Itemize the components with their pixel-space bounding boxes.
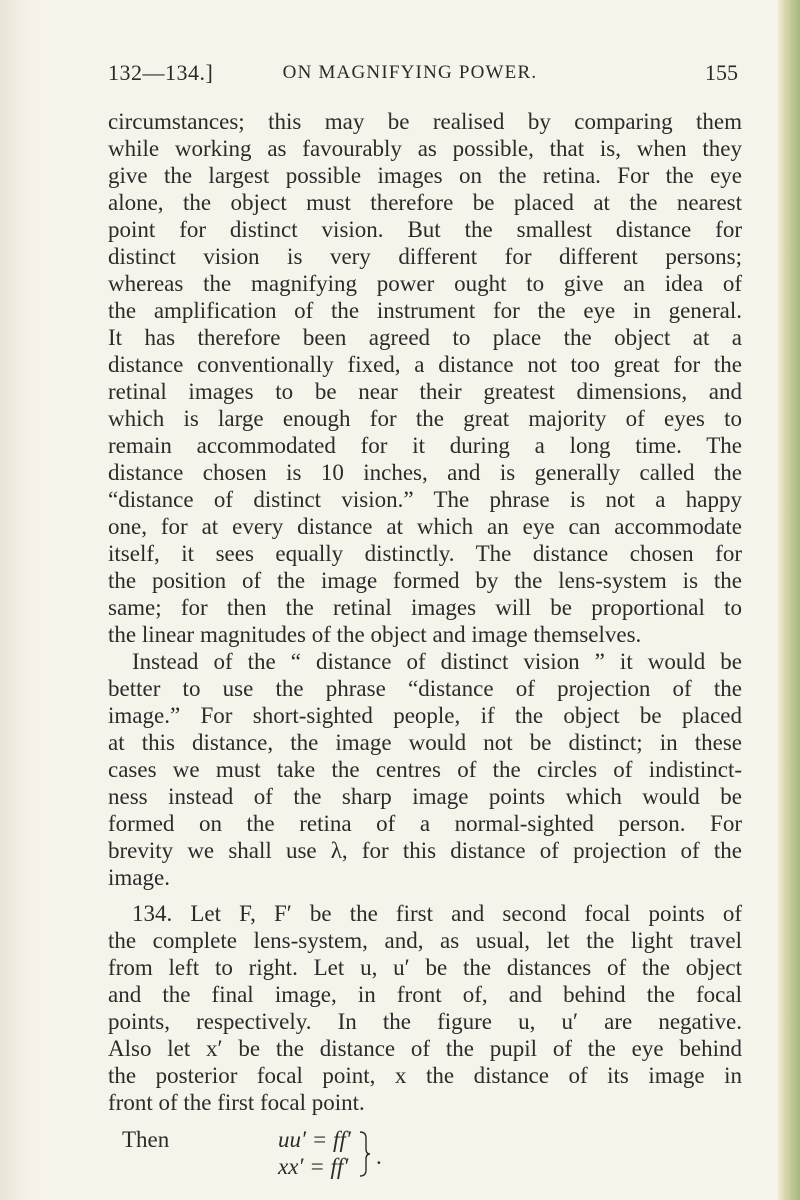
text-line: from left to right. Let u, u′ be the distances of the object [108, 955, 742, 980]
text-line: retinal images to be near their greatest dimensions, and [108, 379, 742, 404]
section-range: 132—134.] [108, 60, 214, 85]
text-line: cases we must take the centres of the circles of indistinct- [108, 757, 742, 782]
page-number: 155 [705, 60, 738, 85]
running-title: ON MAGNIFYING POWER. [282, 62, 538, 83]
text-line: same; for then the retinal images will be proportional to [108, 595, 742, 620]
page-edge [778, 0, 800, 1200]
text-line: “distance of distinct vision.” The phrase is not a happy [108, 487, 742, 512]
text-line: alone, the object must therefore be placed at the nearest [108, 190, 742, 215]
text-line: the amplification of the instrument for the eye in general. [108, 298, 742, 323]
text-line: formed on the retina of a normal-sighted person. For [108, 811, 742, 836]
spine-shadow [0, 0, 38, 1200]
right-brace [358, 1131, 372, 1177]
paragraph-1 [108, 108, 742, 648]
text-line: Also let x′ be the distance of the pupil of the eye behind [108, 1036, 742, 1061]
text-line: the complete lens-system, and, as usual, let the light travel [108, 928, 742, 953]
text-line: point for distinct vision. But the smallest distance for [108, 217, 742, 242]
paragraph-2 [108, 648, 742, 891]
text-line: at this distance, the image would not be distinct; in these [108, 730, 742, 755]
text-line: itself, it sees equally distinctly. The distance chosen for [108, 541, 742, 566]
text-line: distinct vision is very different for different persons; [108, 244, 742, 269]
page-edge-line [785, 0, 786, 1200]
text-line: give the largest possible images on the retina. For the eye [108, 163, 742, 188]
running-header [108, 60, 738, 94]
equation-punct: . [376, 1144, 382, 1169]
text-line: distance chosen is 10 inches, and is generally called the [108, 460, 742, 485]
equation-line: xx′ = ff′ [278, 1154, 349, 1179]
text-line: front of the first focal point. [108, 1090, 365, 1115]
text-line: whereas the magnifying power ought to give an idea of [108, 271, 742, 296]
text-line: points, respectively. In the figure u, u′ are negative. [108, 1009, 742, 1034]
paragraph-3 [108, 900, 742, 1116]
text-line: image.” For short-sighted people, if the object be placed [108, 703, 742, 728]
text-line: distance conventionally fixed, a distance not too great for the [108, 352, 742, 377]
equation-lead: Then [122, 1127, 170, 1152]
text-line: ness instead of the sharp image points which would be [108, 784, 742, 809]
equation-line: uu′ = ff′ [278, 1127, 351, 1152]
text-line: the linear magnitudes of the object and image themselves. [108, 622, 642, 647]
text-line: circumstances; this may be realised by comparing them [108, 109, 742, 134]
text-line: 134. Let F, F′ be the first and second focal points of [132, 901, 742, 926]
text-line: better to use the phrase “distance of projection of the [108, 676, 742, 701]
text-line: the posterior focal point, x the distance of its image in [108, 1063, 742, 1088]
text-line: It has therefore been agreed to place the object at a [108, 325, 742, 350]
paragraph-gap [108, 891, 742, 900]
text-line: brevity we shall use λ, for this distance of projection of the [108, 838, 742, 863]
text-line: remain accommodated for it during a long time. The [108, 433, 742, 458]
body-text [108, 108, 742, 1116]
text-line: one, for at every distance at which an eye can accommodate [108, 514, 742, 539]
text-line: the position of the image formed by the lens-system is the [108, 568, 742, 593]
text-line: image. [108, 865, 170, 890]
text-line: while working as favourably as possible, that is, when they [108, 136, 742, 161]
text-line: Instead of the “ distance of distinct vision ” it would be [132, 649, 742, 674]
equation-block [108, 1127, 528, 1181]
text-line: and the final image, in front of, and behind the focal [108, 982, 742, 1007]
text-line: which is large enough for the great majority of eyes to [108, 406, 742, 431]
